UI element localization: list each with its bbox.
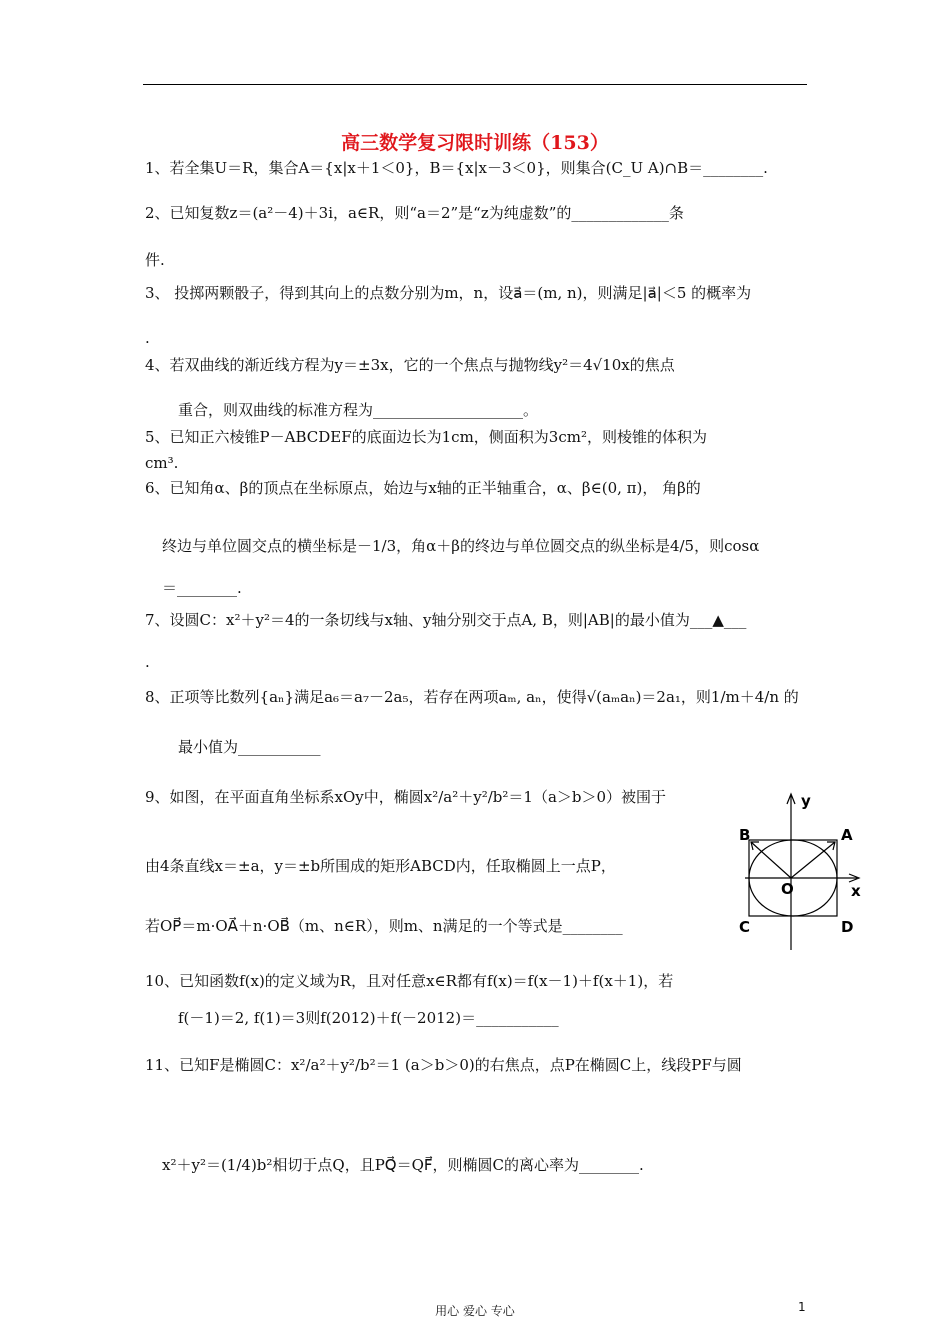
problem-9: 9、如图，在平面直角坐标系xOy中，椭圆x²/a²＋y²/b²＝1（a＞b＞0）被围于 [145,788,667,806]
label-d: D [841,918,854,936]
problem-9-answer: 若OP⃗＝m·OA⃗＋n·OB⃗（m、n∈R），则m、n满足的一个等式是________ [145,917,623,935]
problem-10: 10、已知函数f(x)的定义域为R，且对任意x∈R都有f(x)＝f(x－1)＋f(x＋1)，若 [145,972,674,990]
problem-1: 1、若全集U＝R，集合A＝{x|x＋1＜0}，B＝{x|x－3＜0}，则集合(C_U A)∩B＝________. [145,159,768,177]
document-title: 高三数学复习限时训练（153） [341,132,609,154]
label-b: B [739,826,751,844]
problem-9-cont: 由4条直线x＝±a，y＝±b所围成的矩形ABCD内，任取椭圆上一点P， [145,857,616,875]
page-number: 1 [798,1300,806,1314]
problem-11-cont: x²＋y²＝(1/4)b²相切于点Q，且PQ⃗＝QF⃗，则椭圆C的离心率为________. [162,1156,644,1174]
label-x: x [851,882,861,900]
label-o: O [781,880,794,898]
problem-2: 2、已知复数z＝(a²－4)＋3i，a∈R，则“a＝2”是“z为纯虚数”的_____________条 [145,204,684,222]
problem-8-cont: 最小值为___________ [178,738,321,756]
vector-ob [751,842,791,878]
label-a: A [841,826,853,844]
problem-5: 5、已知正六棱锥P－ABCDEF的底面边长为1cm，侧面积为3cm²，则棱锥的体积为 [145,428,707,446]
problem-4: 4、若双曲线的渐近线方程为y＝±3x，它的一个焦点与抛物线y²＝4√10x的焦点 [145,356,675,374]
problem-11: 11、已知F是椭圆C：x²/a²＋y²/b²＝1 (a＞b＞0)的右焦点，点P在椭圆C上，线段PF与圆 [145,1056,742,1074]
problem-4-cont: 重合，则双曲线的标准方程为____________________。 [178,401,539,419]
label-c: C [739,918,751,936]
problem-3-cont: . [145,329,150,347]
problem-7: 7、设圆C：x²＋y²＝4的一条切线与x轴、y轴分别交于点A, B，则|AB|的最小值为___▲___ [145,611,747,629]
page-footer: 用心 爱心 专心 [435,1304,515,1318]
vector-oa [791,842,835,878]
problem-10-cont: f(－1)＝2, f(1)＝3则f(2012)＋f(－2012)＝___________ [178,1009,559,1027]
problem-6-answer: ＝________. [162,579,242,597]
problem-5-cont: cm³. [145,454,179,472]
label-y: y [801,792,811,810]
problem-7-cont: . [145,653,150,671]
problem-2-cont: 件. [145,251,165,269]
header-rule [143,84,807,85]
problem-8: 8、正项等比数列{aₙ}满足a₆＝a₇－2a₅，若存在两项aₘ, aₙ，使得√(aₘaₙ)＝2a₁，则1/m＋4/n 的 [145,688,799,706]
problem-6-cont: 终边与单位圆交点的横坐标是－1/3，角α＋β的终边与单位圆交点的纵坐标是4/5，则cosα [162,537,760,555]
ellipse-rectangle-figure [739,790,865,950]
problem-3: 3、 投掷两颗骰子，得到其向上的点数分别为m，n，设a⃗＝(m, n)，则满足|a⃗|＜5 的概率为 [145,284,752,302]
problem-6: 6、已知角α、β的顶点在坐标原点，始边与x轴的正半轴重合，α、β∈(0, π)， 角β的 [145,479,701,497]
